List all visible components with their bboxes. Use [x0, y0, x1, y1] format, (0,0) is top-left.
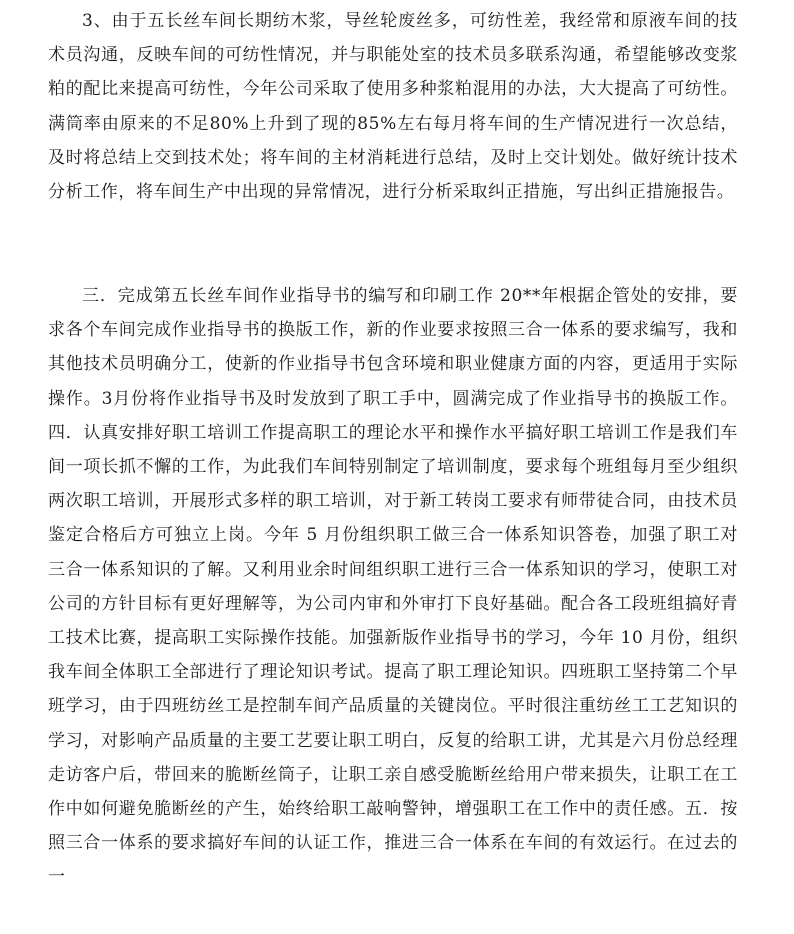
- paragraph-work-instructions-training: 三．完成第五长丝车间作业指导书的编写和印刷工作 20**年根据企管处的安排，要求各个车间完成作业指导书的换版工作，新的作业要求按照三合一体系的要求编写，我和其他技术员明确分工，使新的作业指导书包含环境和职业健康方面的内容，更适用于实际操作。3月份将作业指导书及时发放到了职工手中，圆满完成了作业指导书的换版工作。四．认真安排好职工培训工作提高职工的理论水平和操作水平搞好职工培训工作是我们车间一项长抓不懈的工作，为此我们车间特别制定了培训制度，要求每个班组每月至少组织两次职工培训，开展形式多样的职工培训，对于新工转岗工要求有师带徒合同，由技术员鉴定合格后方可独立上岗。今年 5 月份组织职工做三合一体系知识答卷，加强了职工对三合一体系知识的了解。又利用业余时间组织职工进行三合一体系知识的学习，使职工对公司的方针目标有更好理解等，为公司内审和外审打下良好基础。配合各工段班组搞好青工技术比赛，提高职工实际操作技能。加强新版作业指导书的学习，今年 10 月份，组织我车间全体职工全部进行了理论知识考试。提高了职工理论知识。四班职工坚持第二个早班学习，由于四班纺丝工是控制车间产品质量的关键岗位。平时很注重纺丝工工艺知识的学习，对影响产品质量的主要工艺要让职工明白，反复的给职工讲，尤其是六月份总经理走访客户后，带回来的脆断丝筒子，让职工亲自感受脆断丝给用户带来损失，让职工在工作中如何避免脆断丝的产生，始终给职工敲响警钟，增强职工在工作中的责任感。五．按照三合一体系的要求搞好车间的认证工作，推进三合一体系在车间的有效运行。在过去的一: [48, 286, 738, 888]
- paragraph-spinning-quality: 3、由于五长丝车间长期纺木浆，导丝轮废丝多，可纺性差，我经常和原液车间的技术员沟通，反映车间的可纺性情况，并与职能处室的技术员多联系沟通，希望能够改变浆粕的配比来提高可纺性，今年公司采取了使用多种浆粕混用的办法，大大提高了可纺性。满筒率由原来的不足80%上升到了现的85%左右每月将车间的生产情况进行一次总结，及时将总结上交到技术处；将车间的主材消耗进行总结，及时上交计划处。做好统计技术分析工作，将车间生产中出现的异常情况，进行分析采取纠正措施，写出纠正措施报告。: [48, 11, 738, 203]
